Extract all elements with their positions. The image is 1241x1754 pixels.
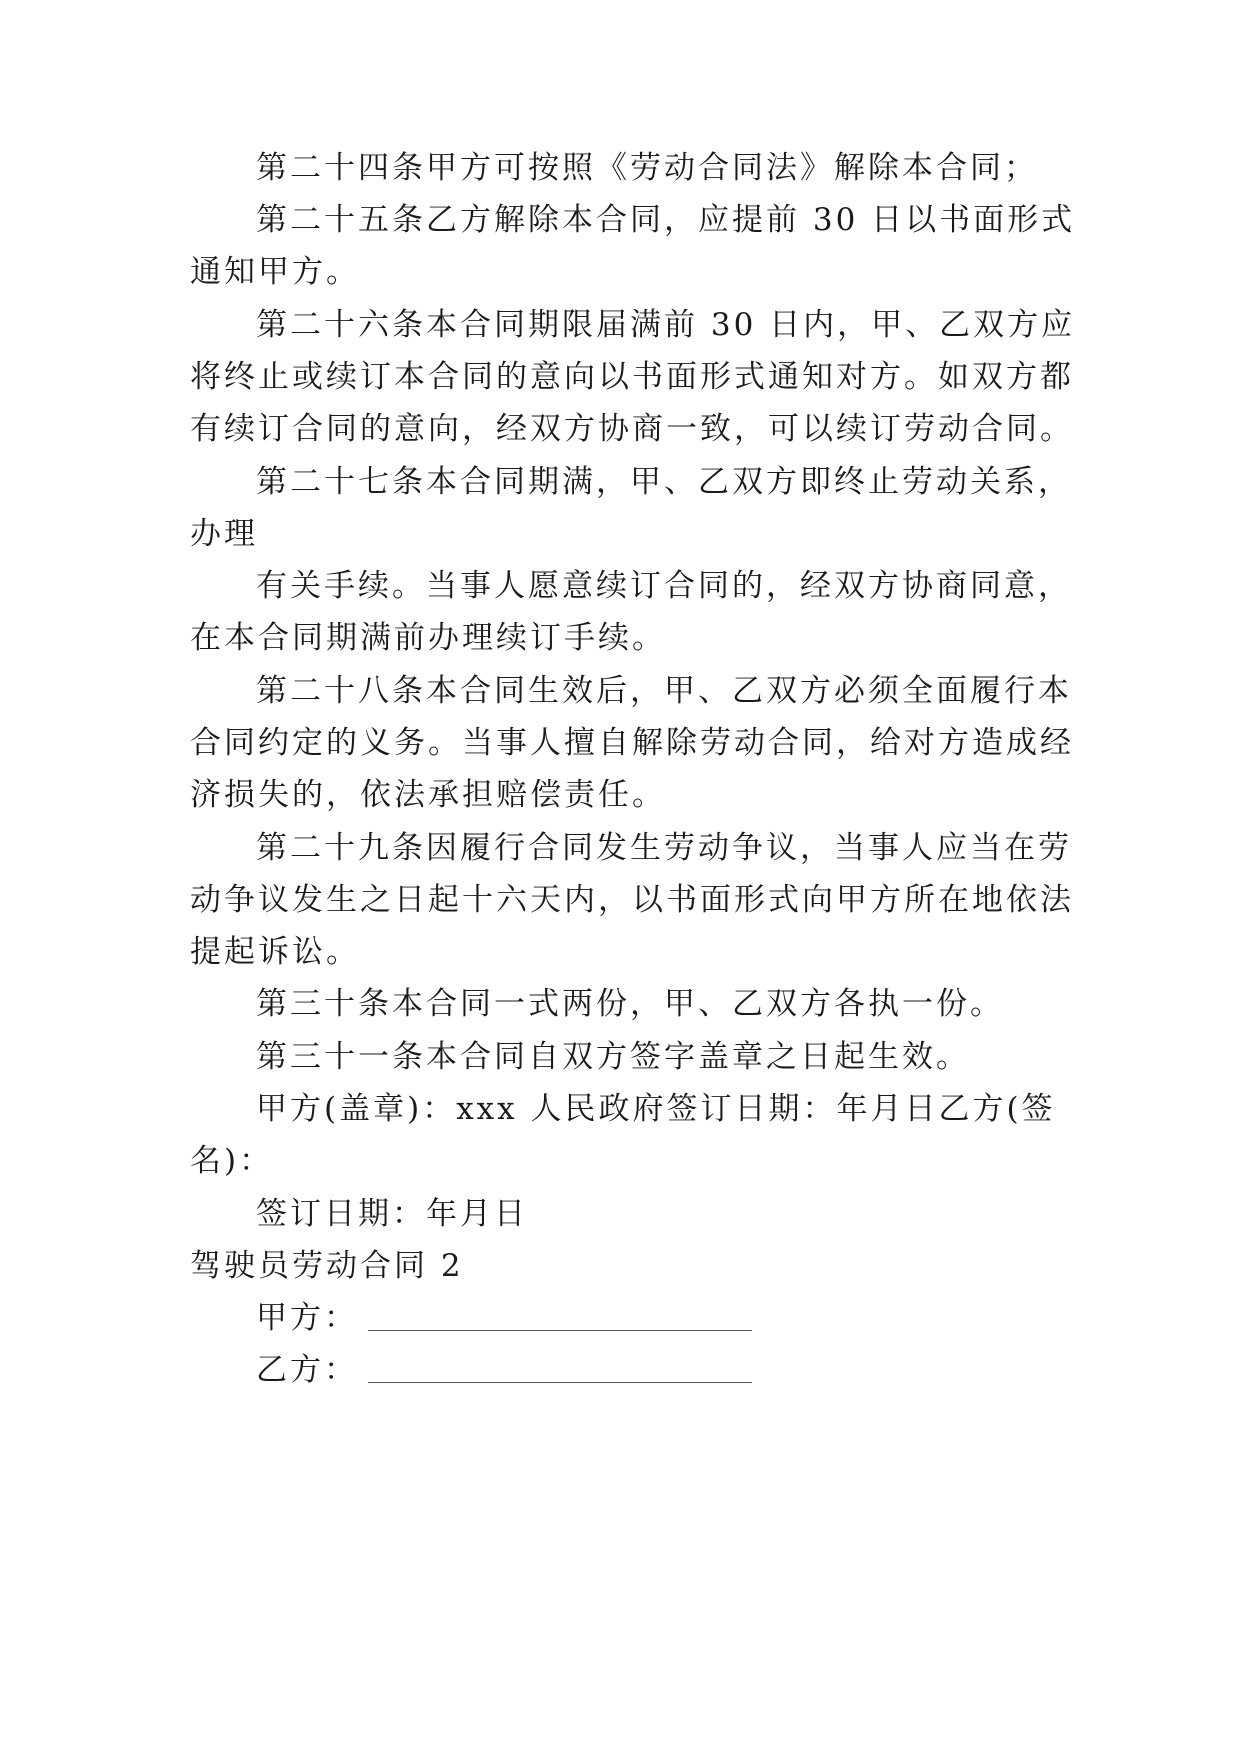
party-a-label: 甲方： (256, 1300, 358, 1336)
clause-30: 第三十条本合同一式两份，甲、乙双方各执一份。 (256, 986, 1004, 1022)
clause-26-line-2: 将终止或续订本合同的意向以书面形式通知对方。如双方都 (190, 359, 1074, 395)
signature-line-1: 甲方(盖章)：xxx 人民政府签订日期：年月日乙方(签 (256, 1091, 1056, 1127)
party-b-row (256, 1350, 856, 1390)
clause-29-line-1: 第二十九条因履行合同发生劳动争议，当事人应当在劳 (256, 830, 1072, 866)
party-a-blank (368, 1330, 752, 1331)
clause-27-line-4: 在本合同期满前办理续订手续。 (190, 620, 666, 656)
clause-28-line-1: 第二十八条本合同生效后，甲、乙双方必须全面履行本 (256, 673, 1072, 709)
signature-line-2: 名)： (190, 1143, 274, 1179)
clause-26-line-1: 第二十六条本合同期限届满前 30 日内，甲、乙双方应 (256, 307, 1076, 343)
party-a-row (256, 1298, 856, 1338)
clause-28-line-3: 济损失的，依法承担赔偿责任。 (190, 777, 666, 813)
clause-27-line-3: 有关手续。当事人愿意续订合同的，经双方协商同意， (256, 568, 1072, 604)
clause-27-line-2: 办理 (190, 516, 258, 552)
clause-26-line-3: 有续订合同的意向，经双方协商一致，可以续订劳动合同。 (190, 411, 1074, 447)
clause-27-line-1: 第二十七条本合同期满，甲、乙双方即终止劳动关系， (256, 464, 1072, 500)
party-b-label: 乙方： (256, 1352, 358, 1388)
signing-date: 签订日期：年月日 (256, 1196, 528, 1232)
clause-25-line-1: 第二十五条乙方解除本合同，应提前 30 日以书面形式 (256, 202, 1076, 238)
party-b-blank (368, 1382, 752, 1383)
section-title: 驾驶员劳动合同 2 (190, 1248, 464, 1284)
clause-29-line-2: 动争议发生之日起十六天内，以书面形式向甲方所在地依法 (190, 882, 1074, 918)
clause-24: 第二十四条甲方可按照《劳动合同法》解除本合同； (256, 150, 1038, 186)
clause-29-line-3: 提起诉讼。 (190, 934, 360, 970)
clause-31: 第三十一条本合同自双方签字盖章之日起生效。 (256, 1039, 970, 1075)
clause-28-line-2: 合同约定的义务。当事人擅自解除劳动合同，给对方造成经 (190, 725, 1074, 761)
clause-25-line-2: 通知甲方。 (190, 254, 360, 290)
